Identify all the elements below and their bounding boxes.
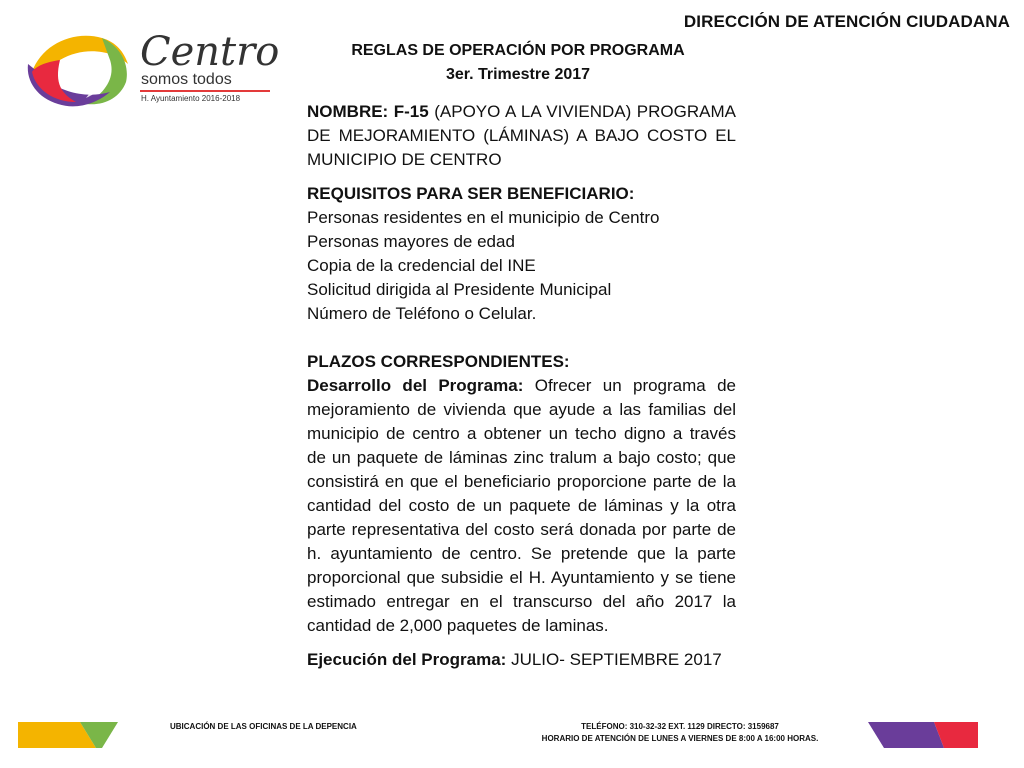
program-development [307,374,736,638]
department-heading: DIRECCIÓN DE ATENCIÓN CIUDADANA [683,12,1010,31]
footer-right-stripe-icon [868,722,980,748]
logo-underline [140,90,270,92]
footer-left-stripe-icon [18,722,120,748]
terms-heading: PLAZOS CORRESPONDIENTES: [307,352,570,371]
requirement-item: Número de Teléfono o Celular. [307,304,537,323]
requirement-item: Personas residentes en el municipio de Centro [307,208,660,227]
development-label: Desarrollo del Programa: [307,376,524,395]
program-name-label: NOMBRE: F-15 [307,102,429,121]
execution-label: Ejecución del Programa: [307,650,507,669]
logo-subtext: H. Ayuntamiento 2016-2018 [141,94,241,103]
requirement-item: Solicitud dirigida al Presidente Municipal [307,280,612,299]
requirements-heading: REQUISITOS PARA SER BENEFICIARIO: [307,184,635,203]
footer-phone: TELÉFONO: 310-32-32 EXT. 1129 DIRECTO: 3159687 [581,722,779,731]
document-body [307,100,736,672]
program-execution [307,648,736,672]
program-name [307,100,736,172]
requirement-item: Copia de la credencial del INE [307,256,536,275]
program-name-text: (APOYO A LA VIVIENDA) PROGRAMA DE MEJORAMIENTO (LÁMINAS) A BAJO COSTO EL MUNICIPIO DE CENTRO [307,102,736,169]
footer-office-location: UBICACIÓN DE LAS OFICINAS DE LA DEPENCIA [170,722,357,731]
centro-logo [24,24,284,110]
centro-ribbon-logo-icon [24,24,134,110]
requirements-section [307,182,736,326]
logo-wordmark: Centro [140,29,280,75]
development-text: Ofrecer un programa de mejoramiento de vivienda que ayude a las familias del municipio de centro a obtener un techo digno a través de un paquete de láminas zinc tralum a bajo costo; que consistirá en que el beneficiario proporcione parte de la cantidad del costo de un paquete de láminas y la otra parte representativa del costo será donada por parte de h. ayuntamiento de centro. Se pretende que la parte proporcional que subsidie el H. Ayuntamiento y se tiene estimado entregar en el transcurso del año 2017 la cantidad de 2,000 paquetes de laminas. [307,376,736,635]
execution-text: JULIO- SEPTIEMBRE 2017 [506,650,722,669]
logo-tagline: somos todos [141,71,232,88]
document-subtitle: 3er. Trimestre 2017 [445,66,591,83]
terms-section [307,350,736,672]
document-title: REGLAS DE OPERACIÓN POR PROGRAMA [351,42,685,59]
spacer [307,326,736,350]
requirement-item: Personas mayores de edad [307,232,515,251]
footer-hours: HORARIO DE ATENCIÓN DE LUNES A VIERNES DE 8:00 A 16:00 HORAS. [541,734,819,743]
